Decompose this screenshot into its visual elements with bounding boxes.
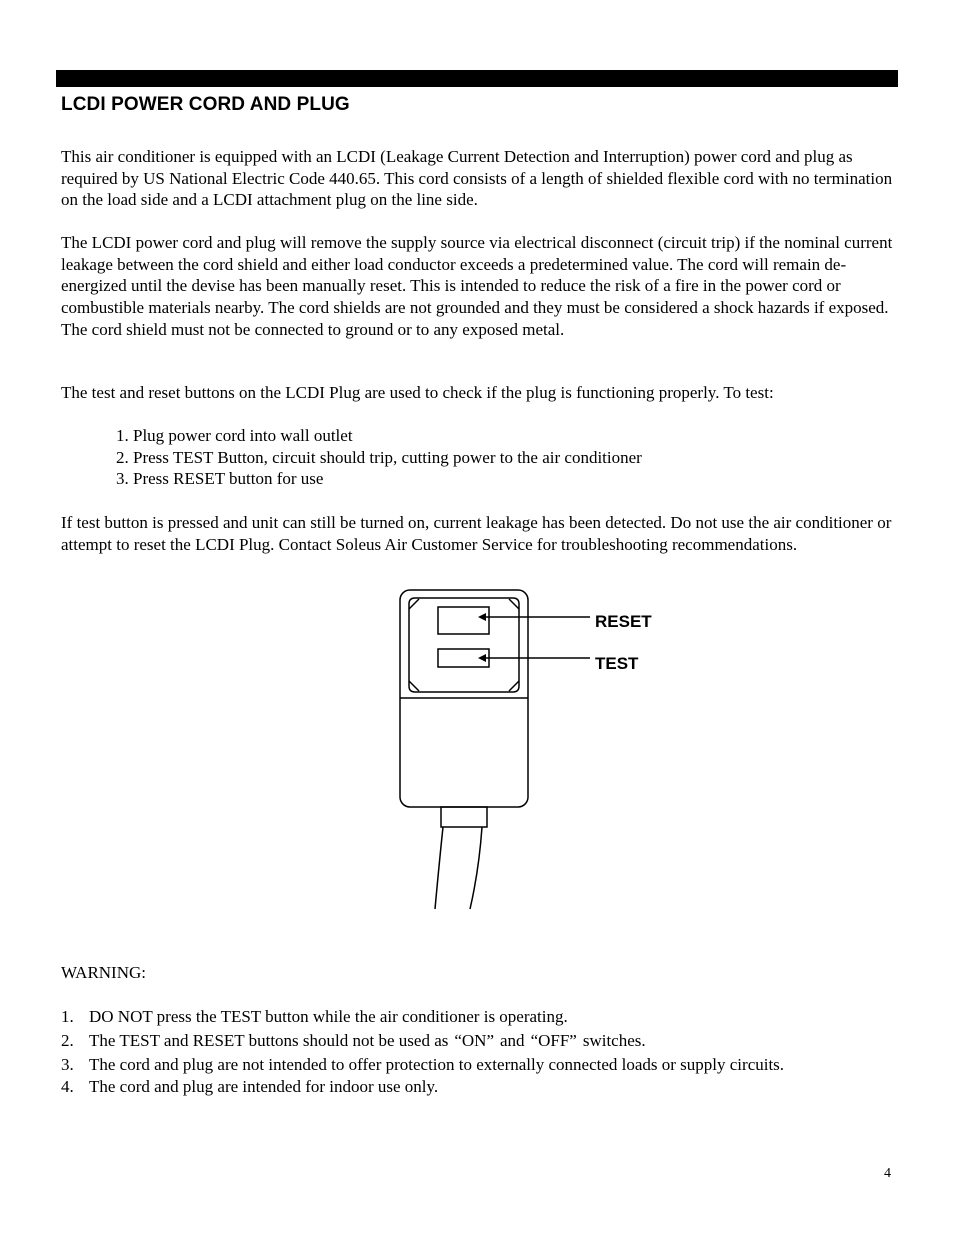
test-step: 1. Plug power cord into wall outlet bbox=[116, 426, 353, 445]
test-steps-list bbox=[116, 425, 642, 490]
test-step: 3. Press RESET button for use bbox=[116, 469, 324, 489]
header-rule bbox=[56, 70, 898, 87]
test-step: 2. Press TEST Button, circuit should trip, cutting power to the air conditioner bbox=[116, 447, 642, 467]
lcdi-plug-diagram bbox=[395, 585, 595, 915]
test-intro-paragraph: The test and reset buttons on the LCDI Plug are used to check if the plug is functioning properly. To test: bbox=[61, 383, 774, 402]
detected-paragraph: If test button is pressed and unit can still be turned on, current leakage has been detected. Do not use the air conditioner or attempt to reset the LCDI Plug. Contact Soleus Air Customer Service for troubleshooting recommendations. bbox=[61, 513, 892, 554]
behavior-paragraph: The LCDI power cord and plug will remove the supply source via electrical disconnect (circuit trip) if the nominal current leakage between the cord shield and either load conductor exceeds a predetermined value. The cord will remain de-energized until the devise has been manually reset. This is intended to reduce the risk of a fire in the power cord or combustible materials nearby. The cord shields are not grounded and they must be considered a shock hazards if exposed. The cord shield must not be connected to ground or to any exposed metal. bbox=[61, 233, 893, 339]
test-label: TEST bbox=[595, 654, 639, 673]
section-heading: LCDI POWER CORD AND PLUG bbox=[61, 94, 350, 115]
page-number: 4 bbox=[884, 1166, 891, 1181]
reset-button-shape bbox=[438, 607, 489, 634]
warning-heading: WARNING: bbox=[61, 963, 146, 982]
reset-label: RESET bbox=[595, 612, 652, 631]
intro-paragraph: This air conditioner is equipped with an LCDI (Leakage Current Detection and Interruption) power cord and plug as required by US National Electric Code 440.65. This cord consists of a length of shielded flexible cord with no termination on the load side and a LCDI attachment plug on the line side. bbox=[61, 147, 893, 210]
